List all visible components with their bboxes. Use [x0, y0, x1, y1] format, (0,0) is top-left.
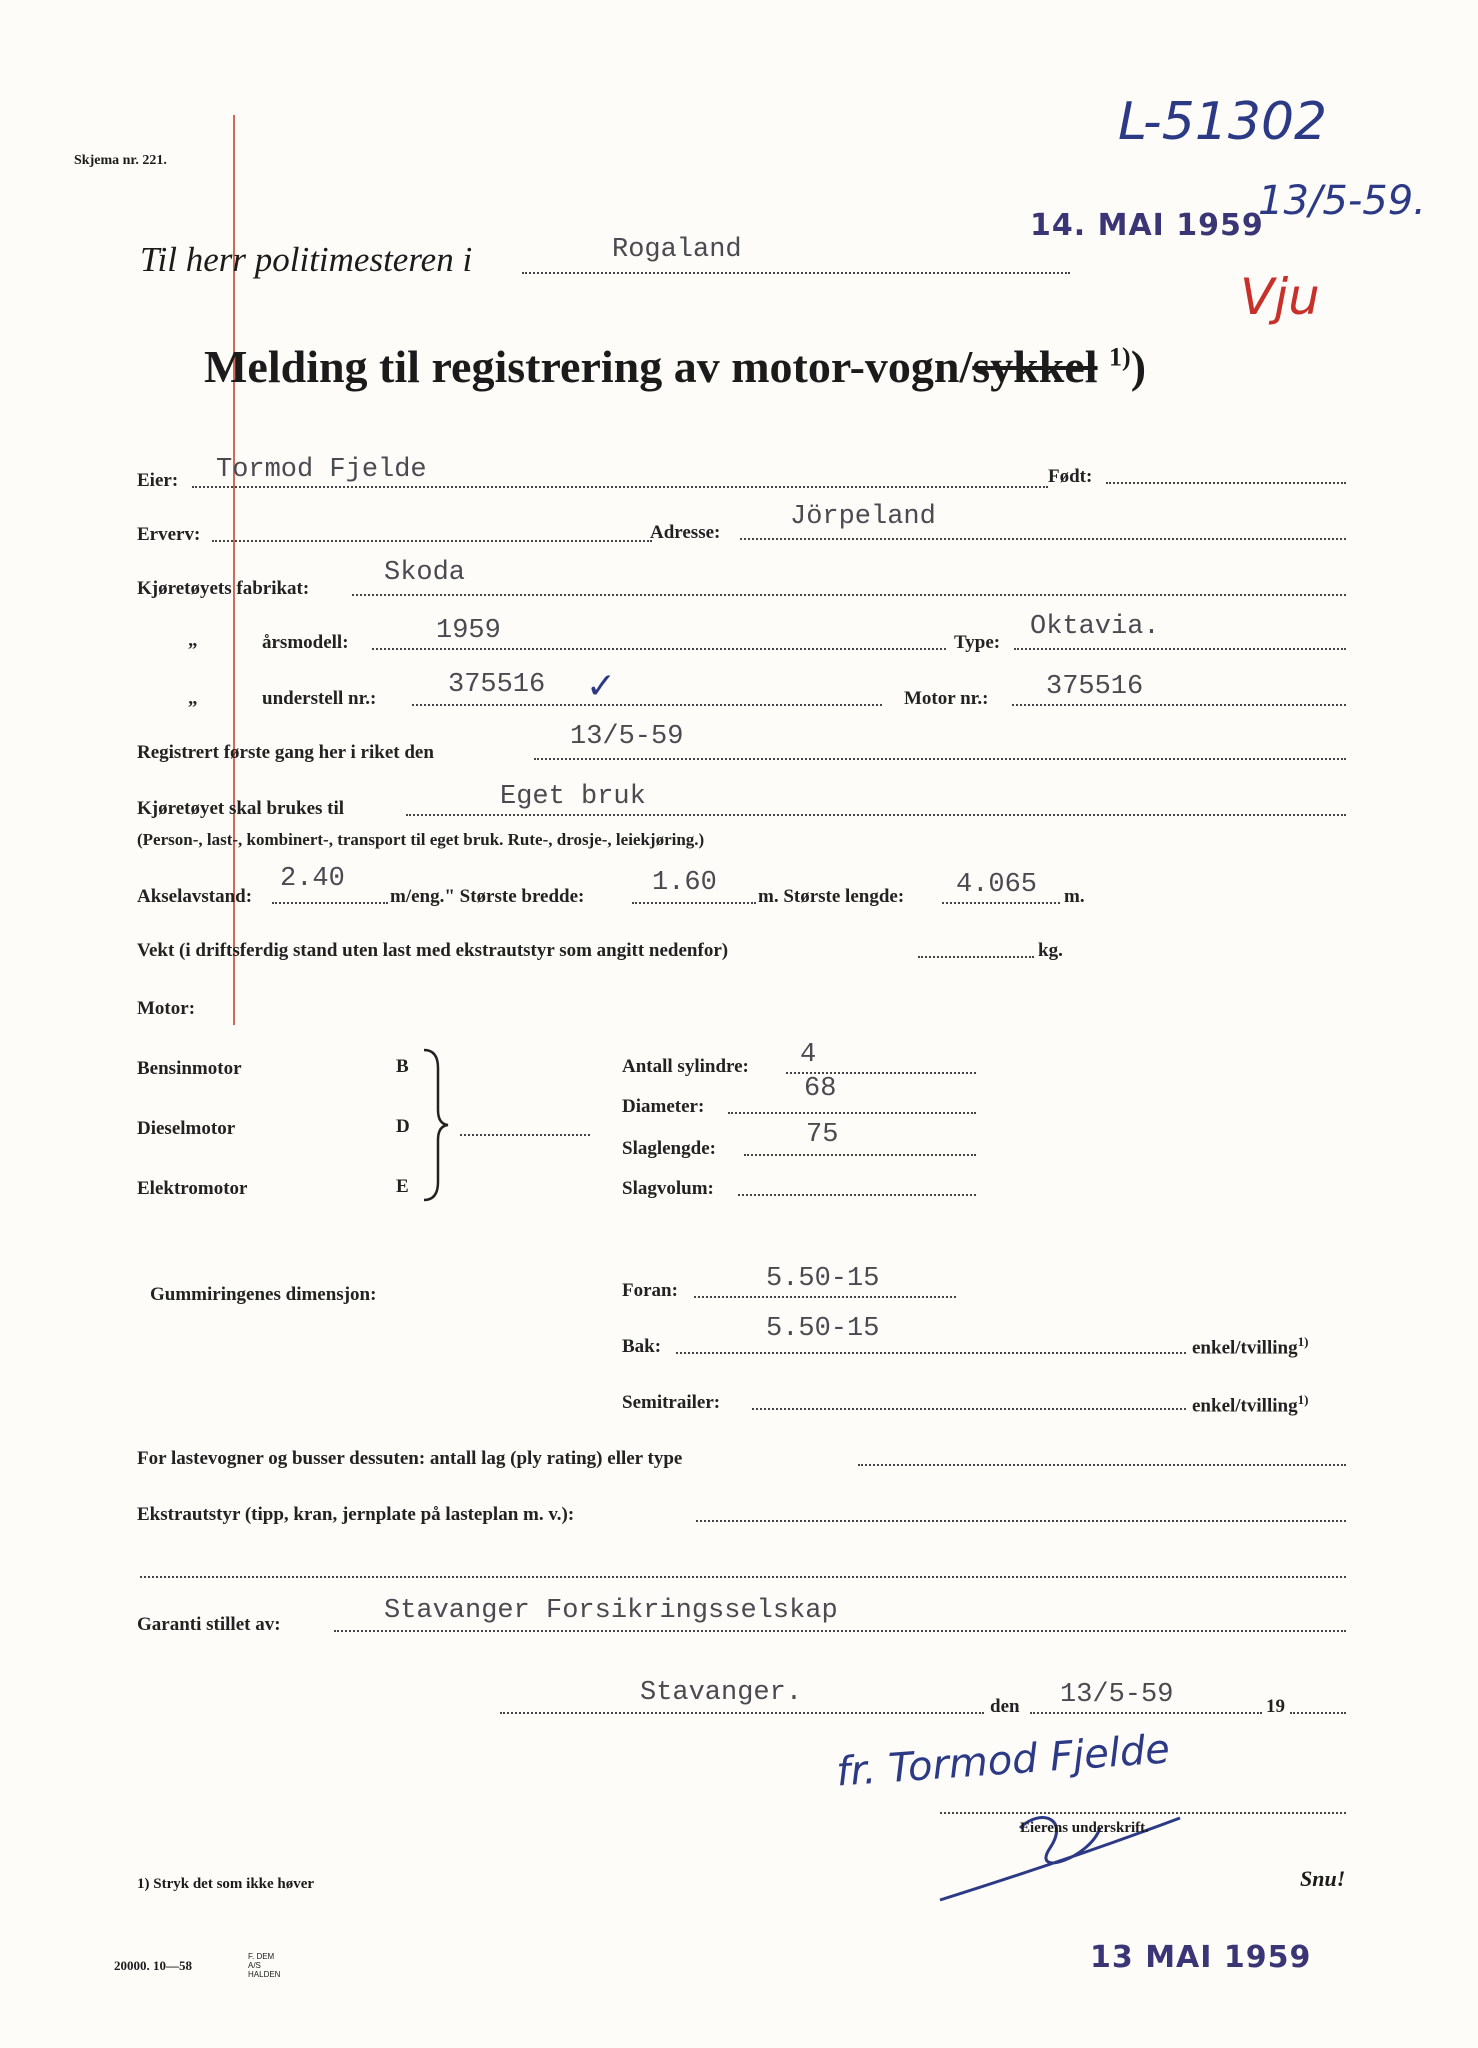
- motor-type-diesel: Dieselmotor: [137, 1118, 236, 1139]
- owner-label: Eier:: [137, 470, 179, 491]
- trucks-label: For lastevogner og busser dessuten: antall lag (ply rating) eller type: [137, 1448, 683, 1469]
- diameter-line: [728, 1112, 976, 1114]
- motor-type-electric: Elektromotor: [137, 1178, 248, 1199]
- rear-tire-label: Bak:: [622, 1336, 662, 1357]
- model-year-line: [372, 648, 946, 650]
- weight-label: Vekt (i driftsferdig stand uten last med ekstrautstyr som angitt nedenfor): [137, 940, 729, 961]
- type-value: Oktavia.: [1030, 612, 1160, 642]
- ditto-mark: „: [188, 630, 198, 651]
- address-label: Adresse:: [650, 522, 721, 543]
- stroke-label: Slaglengde:: [622, 1138, 716, 1159]
- address-line: [740, 538, 1346, 540]
- born-label: Født:: [1048, 466, 1093, 487]
- ditto-mark-2: „: [188, 688, 198, 709]
- chassis-label: understell nr.:: [262, 688, 377, 709]
- date-den-label: den: [990, 1696, 1020, 1717]
- axle-line: [272, 902, 388, 904]
- cylinders-label: Antall sylindre:: [622, 1056, 749, 1077]
- owner-value: Tormod Fjelde: [216, 455, 427, 485]
- front-tire-line: [694, 1296, 956, 1298]
- make-value: Skoda: [384, 558, 466, 588]
- length-unit: m.: [1064, 886, 1085, 907]
- guarantee-value: Stavanger Forsikringsselskap: [384, 1596, 838, 1626]
- semitrailer-single-twin: enkel/tvilling$^{1)}$: [1192, 1392, 1309, 1417]
- date-value: 13/5-59: [1060, 1680, 1174, 1710]
- first-registration-label: Registrert første gang her i riket den: [137, 742, 434, 763]
- extras-line-2: [140, 1576, 1346, 1578]
- volume-line: [738, 1194, 976, 1196]
- front-tire-label: Foran:: [622, 1280, 678, 1301]
- weight-line: [918, 956, 1034, 958]
- signature-flourish: [930, 1788, 1210, 1908]
- motor-code-d: D: [396, 1116, 410, 1137]
- stroke-line: [744, 1154, 976, 1156]
- owner-signature: fr. Tormod Fjelde: [834, 1726, 1172, 1796]
- type-line: [1014, 648, 1346, 650]
- width-line: [632, 902, 756, 904]
- width-value: 1.60: [652, 868, 717, 898]
- usage-line: [406, 814, 1346, 816]
- usage-value: Eget bruk: [500, 782, 646, 812]
- chassis-value: 375516: [448, 670, 546, 700]
- motor-number-line: [1012, 704, 1346, 706]
- guarantee-label: Garanti stillet av:: [137, 1614, 281, 1635]
- turn-over: Snu!: [1300, 1866, 1346, 1891]
- first-registration-line: [534, 758, 1346, 760]
- red-initials: Vju: [1240, 268, 1320, 326]
- length-value: 4.065: [956, 870, 1038, 900]
- chassis-line: [412, 704, 882, 706]
- model-year-label: årsmodell:: [262, 632, 349, 653]
- type-label: Type:: [954, 632, 1001, 653]
- usage-label: Kjøretøyet skal brukes til: [137, 798, 345, 819]
- axle-value: 2.40: [280, 864, 345, 894]
- motor-type-brace: [420, 1048, 450, 1202]
- check-mark: ✓: [586, 666, 617, 707]
- date-line: [1030, 1712, 1262, 1714]
- received-stamp: 14. MAI 1959: [1030, 208, 1264, 243]
- length-label: m. Største lengde:: [758, 886, 905, 907]
- axle-label: Akselavstand:: [137, 886, 253, 907]
- volume-label: Slagvolum:: [622, 1178, 714, 1199]
- motor-number-value: 375516: [1046, 672, 1144, 702]
- width-label: m/eng." Største bredde:: [390, 886, 585, 907]
- motor-code-b: B: [396, 1056, 409, 1077]
- footnote: 1) Stryk det som ikke høver: [137, 1876, 315, 1892]
- tires-label: Gummiringenes dimensjon:: [150, 1284, 377, 1305]
- stroke-value: 75: [806, 1120, 839, 1150]
- place-line: [500, 1712, 984, 1714]
- print-info: 20000. 10—58: [114, 1958, 192, 1973]
- model-year-value: 1959: [436, 616, 501, 646]
- motor-type-petrol: Bensinmotor: [137, 1058, 242, 1079]
- address-value: Jörpeland: [790, 502, 936, 532]
- motor-label: Motor:: [137, 998, 196, 1019]
- make-label: Kjøretøyets fabrikat:: [137, 578, 310, 599]
- occupation-label: Erverv:: [137, 524, 201, 545]
- form-title: Melding til registrering av motor-vogn/sykkel $^{1)}$): [204, 341, 1147, 392]
- form-number: Skjema nr. 221.: [74, 153, 167, 168]
- year-line: [1290, 1712, 1346, 1714]
- owner-line: [192, 486, 1048, 488]
- arrival-stamp: 13 MAI 1959: [1090, 1940, 1312, 1975]
- semitrailer-line: [752, 1408, 1186, 1410]
- guarantee-line: [334, 1630, 1346, 1632]
- extras-line: [696, 1520, 1346, 1522]
- place-value: Stavanger.: [640, 1678, 803, 1708]
- first-registration-value: 13/5-59: [570, 722, 684, 752]
- rear-tire-value: 5.50-15: [766, 1314, 880, 1344]
- diameter-label: Diameter:: [622, 1096, 705, 1117]
- printer-info: F. DEM A/S HALDEN: [248, 1952, 281, 1979]
- born-line: [1106, 482, 1346, 484]
- signature-line: [940, 1812, 1346, 1814]
- addressee-value: Rogaland: [612, 235, 742, 265]
- motor-code-e: E: [396, 1176, 409, 1197]
- motor-type-line: [460, 1134, 590, 1136]
- handwritten-reference: L-51302: [1118, 92, 1328, 152]
- semitrailer-label: Semitrailer:: [622, 1392, 721, 1413]
- signature-label: Eierens underskrift.: [1020, 1820, 1149, 1836]
- addressee-line: [522, 272, 1070, 274]
- motor-number-label: Motor nr.:: [904, 688, 989, 709]
- make-line: [352, 594, 1346, 596]
- length-line: [942, 902, 1060, 904]
- rear-single-twin: enkel/tvilling$^{1)}$: [1192, 1334, 1309, 1359]
- usage-note: (Person-, last-, kombinert-, transport til eget bruk. Rute-, drosje-, leiekjøring.): [137, 830, 705, 849]
- extras-label: Ekstrautstyr (tipp, kran, jernplate på lasteplan m. v.):: [137, 1504, 575, 1525]
- diameter-value: 68: [804, 1074, 837, 1104]
- occupation-line: [212, 540, 652, 542]
- handwritten-date: 13/5-59.: [1258, 178, 1426, 224]
- addressee-label: Til herr politimesteren i: [140, 240, 473, 279]
- cylinders-value: 4: [800, 1040, 817, 1070]
- year-prefix: 19: [1266, 1696, 1285, 1717]
- front-tire-value: 5.50-15: [766, 1264, 880, 1294]
- weight-unit: kg.: [1038, 940, 1063, 961]
- trucks-line: [858, 1464, 1346, 1466]
- rear-tire-line: [676, 1352, 1186, 1354]
